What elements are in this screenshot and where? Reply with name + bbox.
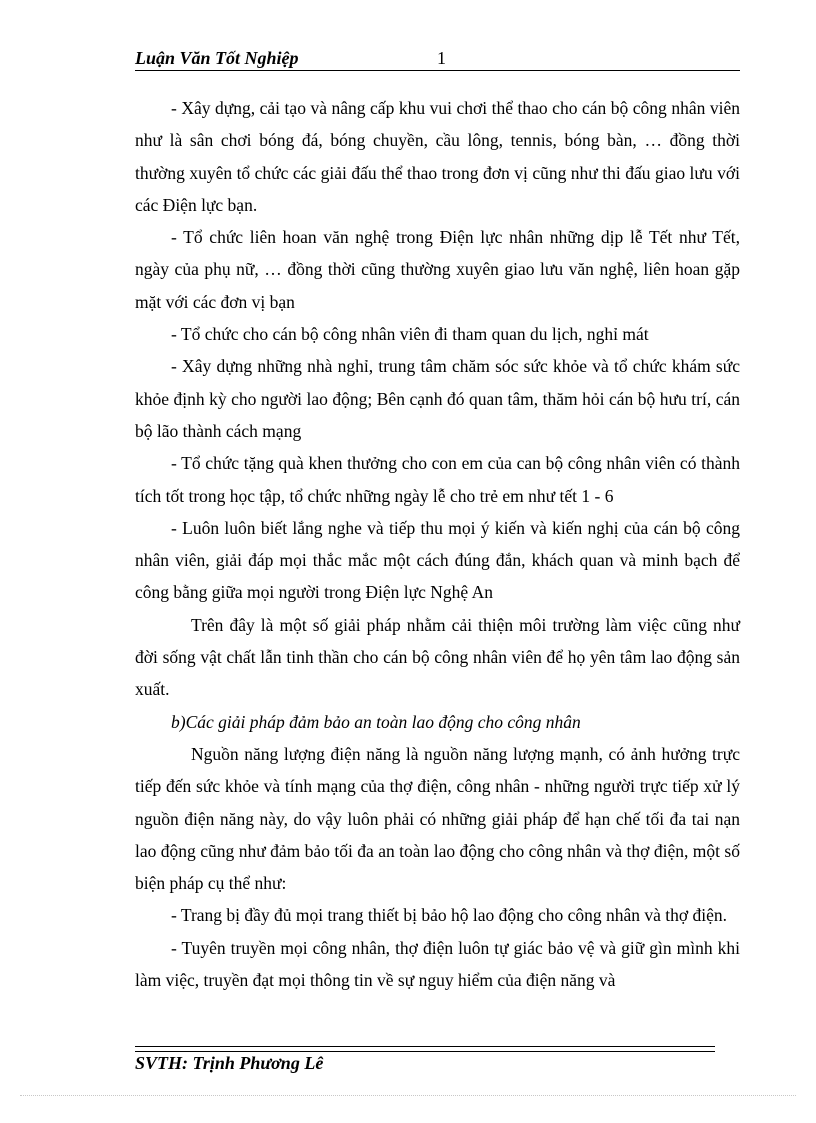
document-body [135,92,740,996]
paragraph: - Xây dựng những nhà nghỉ, trung tâm chăm sóc sức khỏe và tổ chức khám sức khỏe định kỳ cho người lao động; Bên cạnh đó quan tâm, thăm hỏi cán bộ hưu trí, cán bộ lão thành cách mạng [135,356,740,441]
page-edge-divider [20,1095,796,1096]
paragraph: - Xây dựng, cải tạo và nâng cấp khu vui chơi thể thao cho cán bộ công nhân viên như là sân chơi bóng đá, bóng chuyền, cầu lông, tennis, bóng bàn, … đồng thời thường xuyên tổ chức các giải đấu thể thao trong đơn vị cũng như thi đấu giao lưu với các Điện lực bạn. [135,98,740,215]
paragraph: - Tổ chức liên hoan văn nghệ trong Điện lực nhân những dịp lễ Tết như Tết, ngày của phụ nữ, … đồng thời cũng thường xuyên giao lưu văn nghệ, liên hoan gặp mặt với các đơn vị bạn [135,227,740,312]
page-header [135,48,740,71]
paragraph: - Luôn luôn biết lắng nghe và tiếp thu mọi ý kiến và kiến nghị của cán bộ công nhân viên, giải đáp mọi thắc mắc một cách đúng đắn, khách quan và minh bạch để công bằng giữa mọi người trong Điện lực Nghệ An [135,517,740,603]
page-number: 1 [437,48,446,68]
paragraph: Nguồn năng lượng điện năng là nguồn năng lượng mạnh, có ảnh hưởng trực tiếp đến sức khỏe và tính mạng của thợ điện, công nhân - những người trực tiếp xử lý nguồn điện năng này, do vậy luôn phải có những giải pháp để hạn chế tối đa tai nạn lao động cũng như đảm bảo tối đa an toàn lao động cho công nhân và thợ điện, một số biện pháp cụ thể như: [135,743,740,894]
document-title: Luận Văn Tốt Nghiệp [135,48,299,68]
paragraph: - Tổ chức tặng quà khen thưởng cho con em của can bộ công nhân viên có thành tích tốt trong học tập, tổ chức những ngày lễ cho trẻ em như tết 1 - 6 [135,453,740,506]
section-subheading: b)Các giải pháp đảm bảo an toàn lao động cho công nhân [171,711,581,732]
footer-divider [135,1046,715,1052]
paragraph: - Trang bị đầy đủ mọi trang thiết bị bảo hộ lao động cho công nhân và thợ điện. [171,905,728,926]
paragraph: Trên đây là một số giải pháp nhằm cải thiện môi trường làm việc cũng như đời sống vật chất lẫn tinh thần cho cán bộ công nhân viên để họ yên tâm lao động sản xuất. [135,614,740,700]
paragraph: - Tổ chức cho cán bộ công nhân viên đi tham quan du lịch, nghỉ mát [171,324,649,345]
footer-author: SVTH: Trịnh Phương Lê [135,1053,324,1073]
paragraph: - Tuyên truyền mọi công nhân, thợ điện luôn tự giác bảo vệ và giữ gìn mình khi làm việc, truyền đạt mọi thông tin về sự nguy hiểm của điện năng và [135,937,740,991]
